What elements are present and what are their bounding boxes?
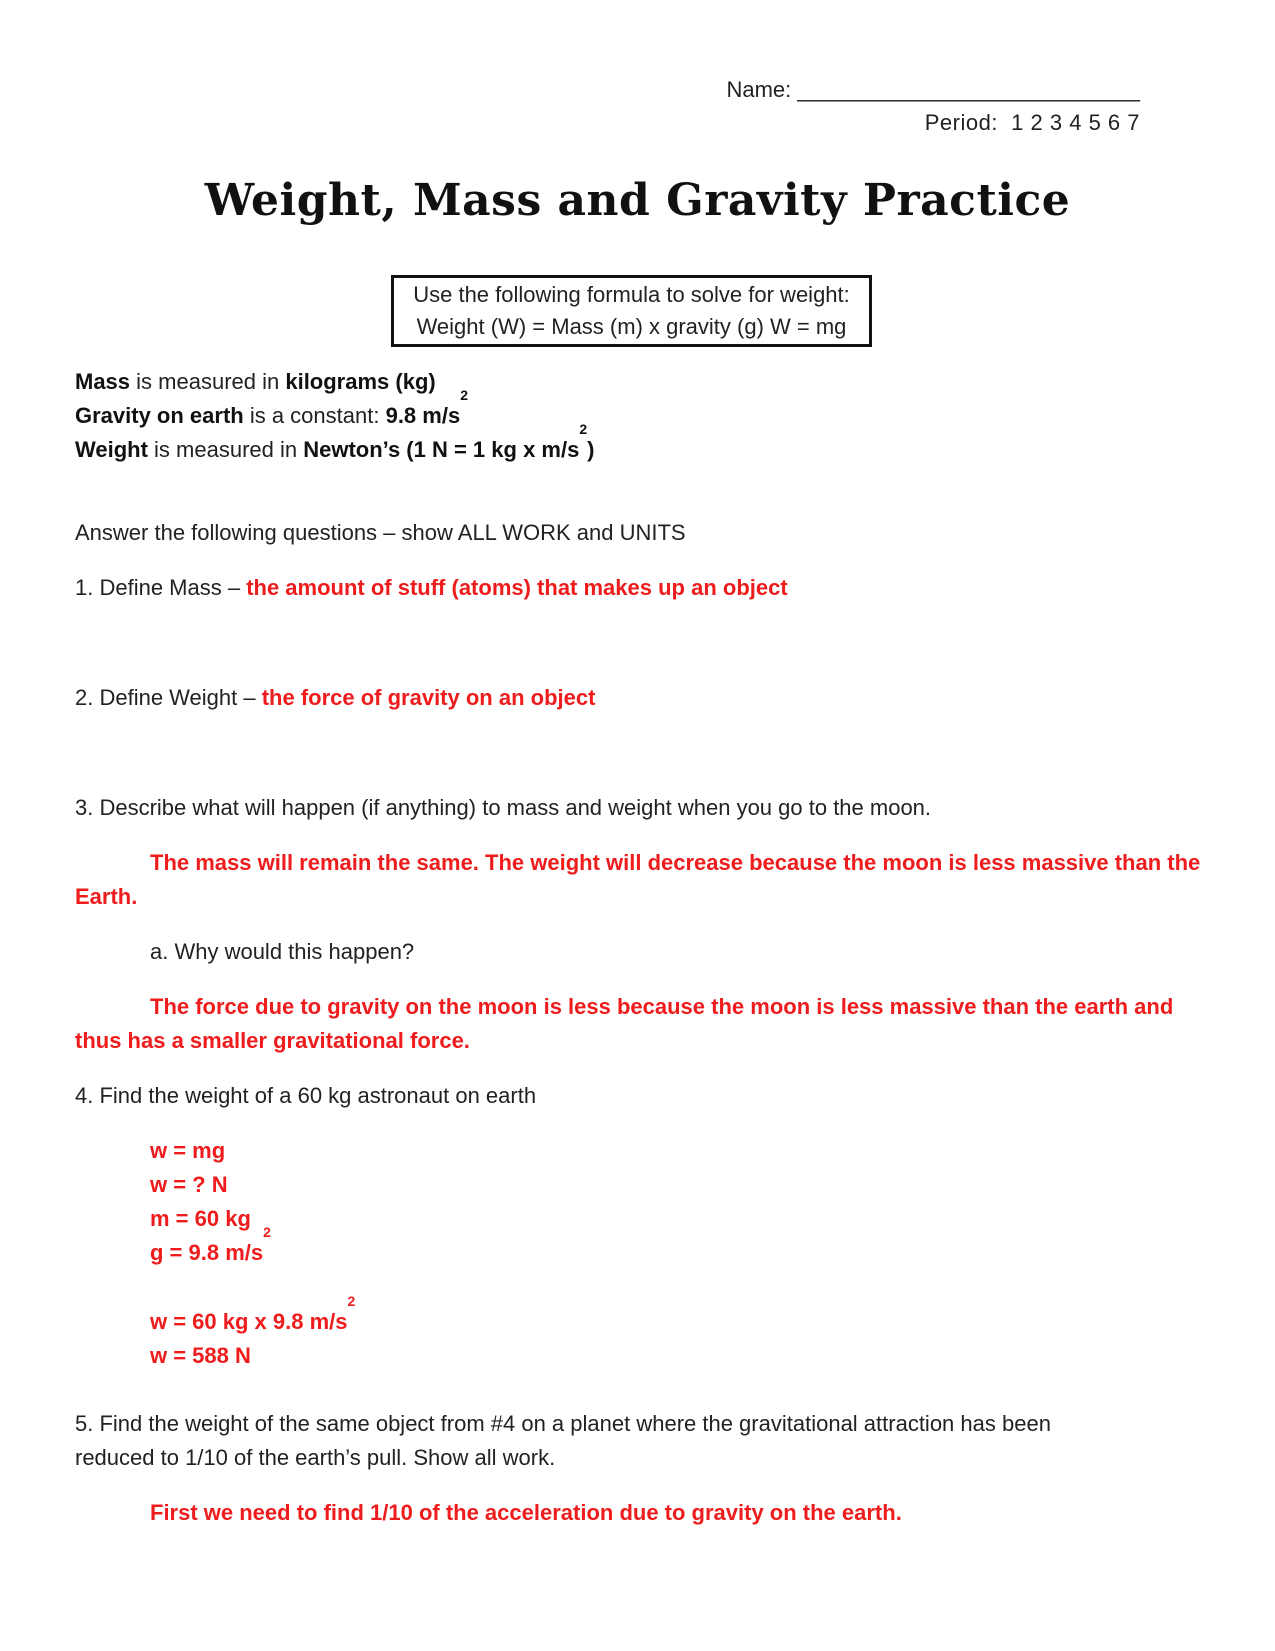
page-title: Weight, Mass and Gravity Practice	[204, 175, 1071, 226]
work-line-2: w = ? N	[150, 1172, 228, 1197]
question-3-prompt: 3. Describe what will happen (if anything) to mass and weight when you go to the moon.	[75, 795, 932, 820]
question-3a-prompt: a. Why would this happen?	[150, 939, 415, 964]
formula-line-1: Use the following formula to solve for weight:	[413, 282, 850, 307]
weight-definition: Weight is measured in Newton’s (1 N = 1 kg x $m/s^2$)	[75, 421, 595, 462]
name-field	[726, 73, 1140, 107]
formula-line-2: Weight (W) = Mass (m) x gravity (g) W = mg	[416, 314, 847, 339]
question-1-answer: the amount of stuff (atoms) that makes up an object	[246, 575, 788, 600]
instructions: Answer the following questions – show ALL WORK and UNITS	[75, 520, 686, 545]
question-5-prompt-line-2: reduced to 1/10 of the earth’s pull. Show all work.	[75, 1445, 556, 1470]
name-label: Name:	[726, 77, 792, 102]
question-5-answer: First we need to find 1/10 of the acceleration due to gravity on the earth.	[150, 1500, 902, 1525]
question-5-prompt-line-1: 5. Find the weight of the same object from #4 on a planet where the gravitational attraction has been	[75, 1411, 1051, 1436]
work-line-5: w = 60 kg x 9.8 $m/s^2$	[150, 1293, 356, 1334]
work-line-4: g = 9.8 $m/s^2$	[150, 1224, 271, 1265]
question-3a-answer-line-1: The force due to gravity on the moon is less because the moon is less massive than the earth and	[150, 994, 1174, 1019]
period-label: Period:	[924, 110, 998, 135]
question-2-prompt: 2. Define Weight –	[75, 685, 262, 710]
formula-box	[391, 275, 872, 347]
name-blank[interactable]: ____________________________	[797, 77, 1140, 102]
question-3a-answer-line-2: thus has a smaller gravitational force.	[75, 1028, 470, 1053]
question-2	[75, 681, 595, 715]
mass-definition: Mass is measured in kilograms (kg)	[75, 369, 436, 394]
gravity-definition: Gravity on earth is a constant: 9.8 $m/s^2$	[75, 387, 468, 428]
question-2-answer: the force of gravity on an object	[261, 685, 596, 710]
question-3-answer-line-2: Earth.	[75, 884, 138, 909]
work-line-3: m = 60 kg	[150, 1206, 251, 1231]
question-3-answer-line-1: The mass will remain the same. The weight will decrease because the moon is less massive than the	[150, 850, 1201, 875]
work-line-6: w = 588 N	[150, 1343, 251, 1368]
question-4-prompt: 4. Find the weight of a 60 kg astronaut on earth	[75, 1083, 537, 1108]
period-options[interactable]: 1 2 3 4 5 6 7	[1011, 110, 1140, 135]
question-1-prompt: 1. Define Mass –	[75, 575, 247, 600]
question-1	[75, 571, 788, 605]
work-line-1: w = mg	[150, 1138, 226, 1163]
period-field	[925, 106, 1140, 140]
